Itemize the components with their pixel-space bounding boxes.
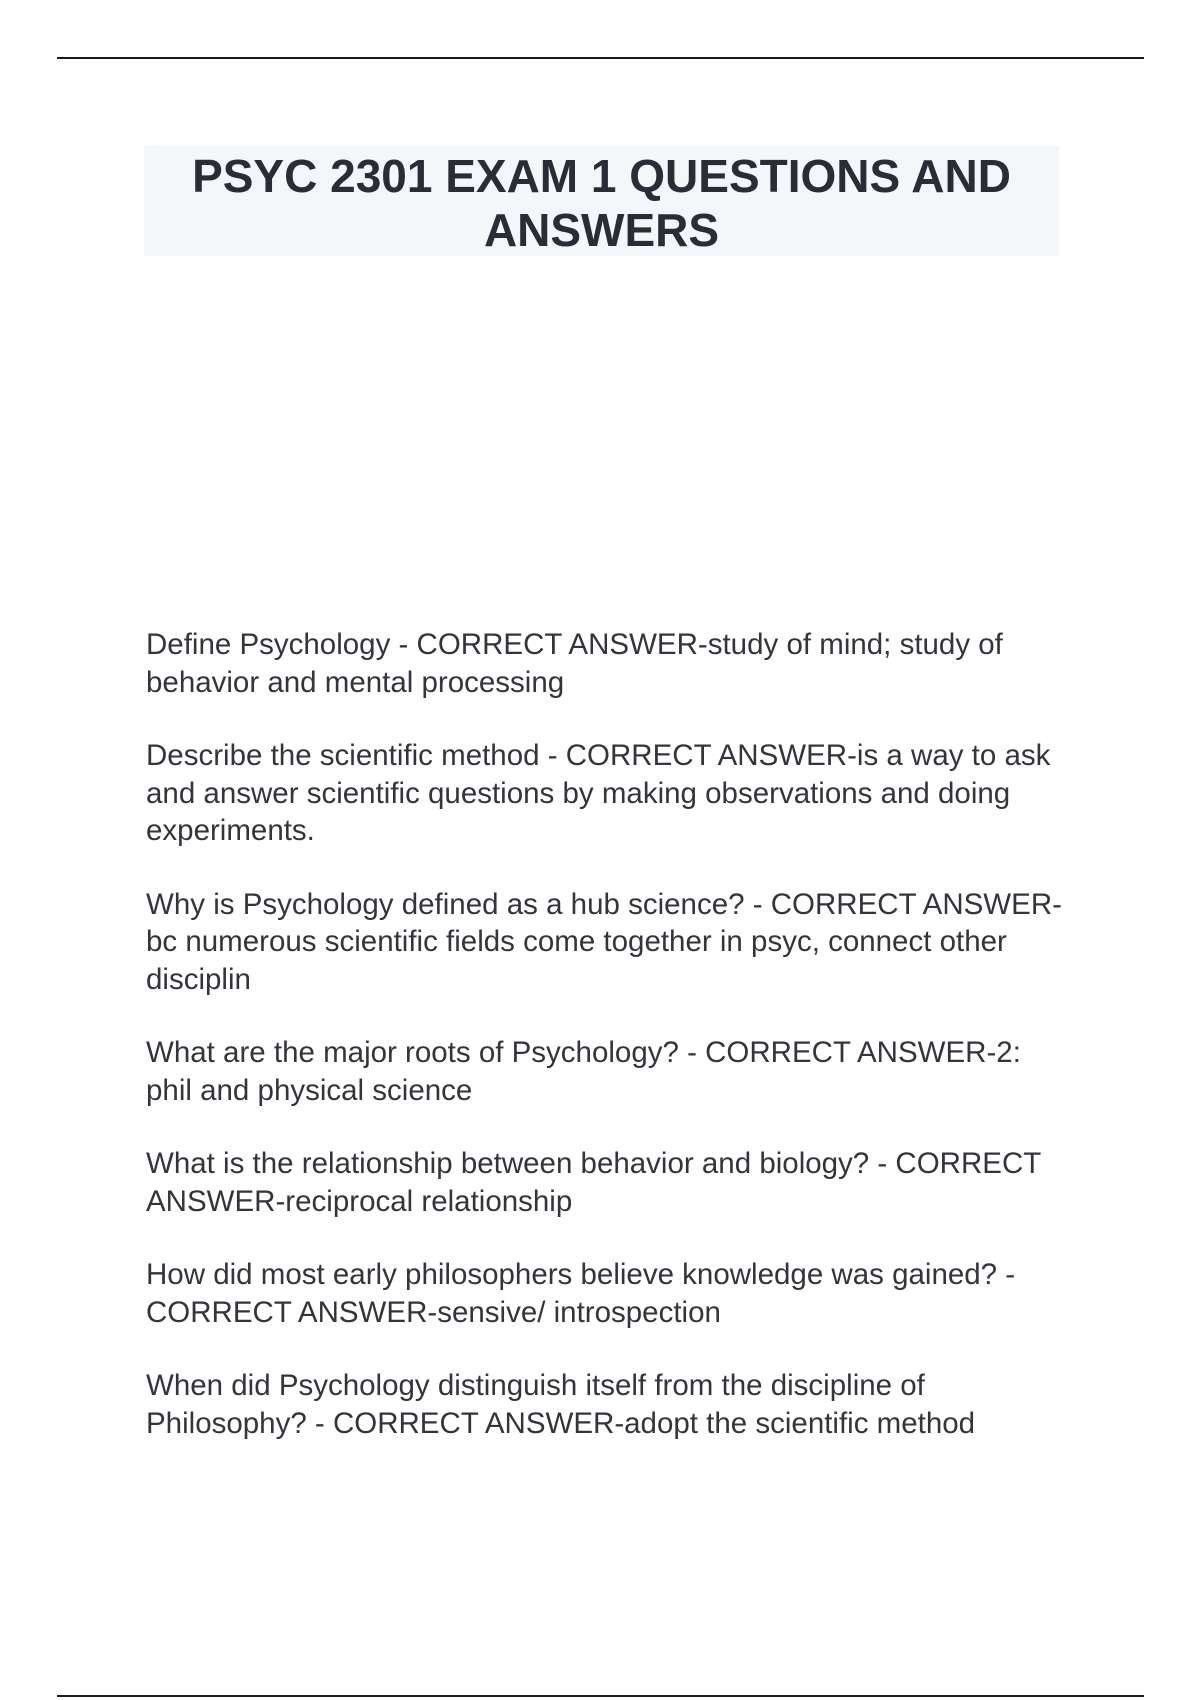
qa-item: What are the major roots of Psychology? - CORRECT ANSWER-2: phil and physical science [146, 1036, 1021, 1107]
qa-item: Why is Psychology defined as a hub science? - CORRECT ANSWER-bc numerous scientific fields come together in psyc, connect other disciplin [146, 887, 1062, 996]
qa-item: Describe the scientific method - CORRECT ANSWER-is a way to ask and answer scientific questions by making observations and doing experiments. [146, 739, 1051, 847]
title-banner [144, 146, 1059, 256]
bottom-divider [57, 1695, 1144, 1697]
top-divider [57, 57, 1144, 59]
document-title: PSYC 2301 EXAM 1 QUESTIONS AND ANSWERS [192, 150, 1011, 256]
qa-item: How did most early philosophers believe knowledge was gained? - CORRECT ANSWER-sensive/ introspection [146, 1258, 1016, 1329]
qa-item: When did Psychology distinguish itself from the discipline of Philosophy? - CORRECT ANSWER-adopt the scientific method [146, 1369, 976, 1440]
qa-item: Define Psychology - CORRECT ANSWER-study of mind; study of behavior and mental processing [146, 628, 1003, 699]
qa-list [146, 626, 1066, 1478]
qa-item: What is the relationship between behavior and biology? - CORRECT ANSWER-reciprocal relationship [146, 1147, 1041, 1218]
